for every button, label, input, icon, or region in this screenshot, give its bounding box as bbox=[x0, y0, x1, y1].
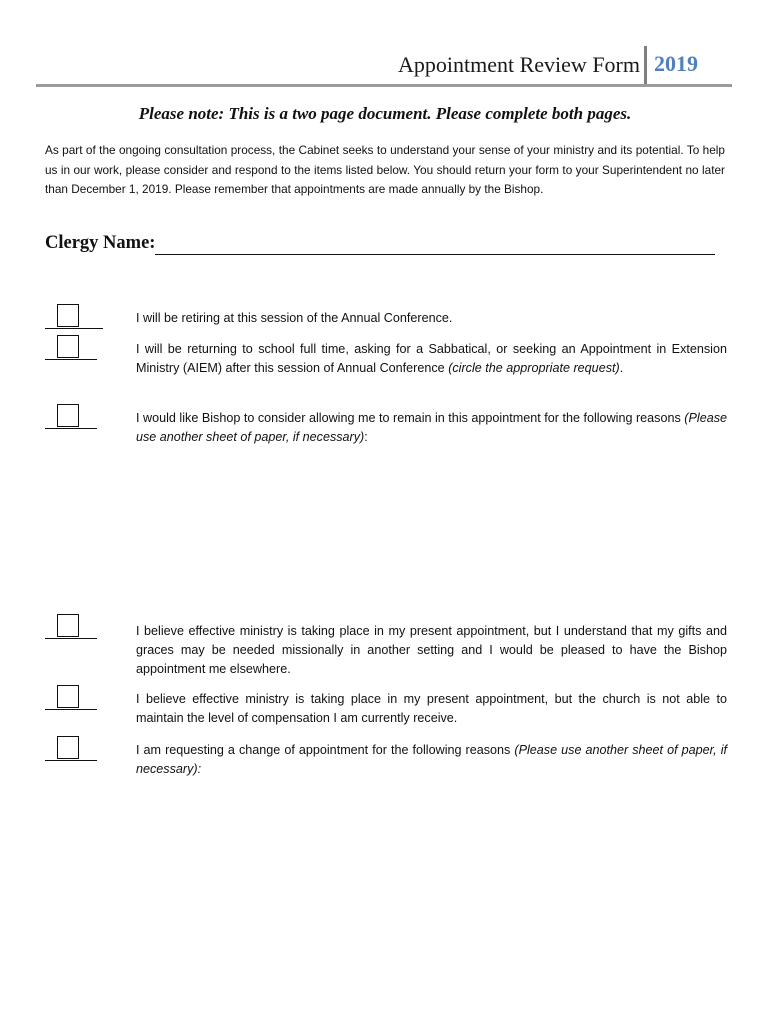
checkbox-underline bbox=[45, 760, 97, 761]
form-title: Appointment Review Form bbox=[398, 52, 640, 77]
option-retiring bbox=[45, 303, 727, 329]
checkbox-line-wrap bbox=[45, 334, 103, 360]
clergy-name-field[interactable] bbox=[155, 254, 715, 255]
checkbox-remain[interactable] bbox=[57, 404, 79, 427]
option-text bbox=[136, 741, 727, 779]
clergy-name-label: Clergy Name: bbox=[45, 233, 156, 253]
checkbox-underline bbox=[45, 328, 103, 329]
option-text-italic: (Please use another sheet of paper, if necessary): bbox=[136, 743, 727, 776]
option-text-main: I believe effective ministry is taking place in my present appointment, but the church is not able to maintain the level of compensation I am currently receive. bbox=[136, 692, 727, 725]
checkbox-retiring[interactable] bbox=[57, 304, 79, 327]
checkbox-line-wrap bbox=[45, 684, 103, 710]
checkbox-underline bbox=[45, 428, 97, 429]
option-text bbox=[136, 340, 727, 378]
option-text bbox=[136, 309, 727, 328]
option-text-main: I would like Bishop to consider allowing me to remain in this appointment for the following reasons bbox=[136, 411, 685, 425]
option-text-italic: (circle the appropriate request) bbox=[448, 361, 620, 375]
option-text bbox=[136, 409, 727, 447]
checkbox-line-wrap bbox=[45, 303, 103, 329]
clergy-name-row bbox=[45, 233, 715, 259]
checkbox-effective-elsewhere[interactable] bbox=[57, 614, 79, 637]
option-text bbox=[136, 690, 727, 728]
form-year: 2019 bbox=[654, 51, 698, 76]
checkbox-underline bbox=[45, 709, 97, 710]
checkbox-underline bbox=[45, 359, 97, 360]
two-page-note: Please note: This is a two page document. Please complete both pages. bbox=[138, 104, 632, 123]
option-effective-elsewhere bbox=[45, 613, 727, 676]
checkbox-line-wrap bbox=[45, 403, 103, 429]
checkbox-underline bbox=[45, 638, 97, 639]
option-text-italic: (Please use another sheet of paper, if necessary) bbox=[136, 411, 727, 444]
page-header bbox=[36, 44, 732, 87]
option-text-tail: : bbox=[364, 430, 368, 444]
option-text-main: I will be retiring at this session of the Annual Conference. bbox=[136, 311, 453, 325]
checkbox-school-sabbatical[interactable] bbox=[57, 335, 79, 358]
checkbox-line-wrap bbox=[45, 613, 103, 639]
header-divider bbox=[644, 46, 647, 84]
option-text bbox=[136, 622, 727, 679]
intro-paragraph: As part of the ongoing consultation process, the Cabinet seeks to understand your sense of your ministry and its potential. To help us in our work, please consider and respond to the items listed below. You should return your form to your Superintendent no later than December 1, 2019. Please remember that appointments are made annually by the Bishop. bbox=[45, 143, 725, 197]
option-text-main: I believe effective ministry is taking place in my present appointment, but I understand that my gifts and graces may be needed missionally in another setting and I would be pleased to have the Bishop appointment me elsewhere. bbox=[136, 624, 727, 676]
option-change-request bbox=[45, 735, 727, 781]
option-text-tail: . bbox=[619, 361, 624, 375]
option-school-sabbatical bbox=[45, 334, 727, 394]
checkbox-line-wrap bbox=[45, 735, 103, 761]
checkbox-change-request[interactable] bbox=[57, 736, 79, 759]
option-remain bbox=[45, 403, 727, 449]
option-text-main: I am requesting a change of appointment for the following reasons bbox=[136, 743, 515, 757]
checkbox-compensation[interactable] bbox=[57, 685, 79, 708]
option-text-main: I will be returning to school full time, asking for a Sabbatical, or seeking an Appointment in Extension Ministry (AIEM) after this session of Annual Conference bbox=[136, 342, 727, 375]
option-compensation bbox=[45, 684, 727, 730]
